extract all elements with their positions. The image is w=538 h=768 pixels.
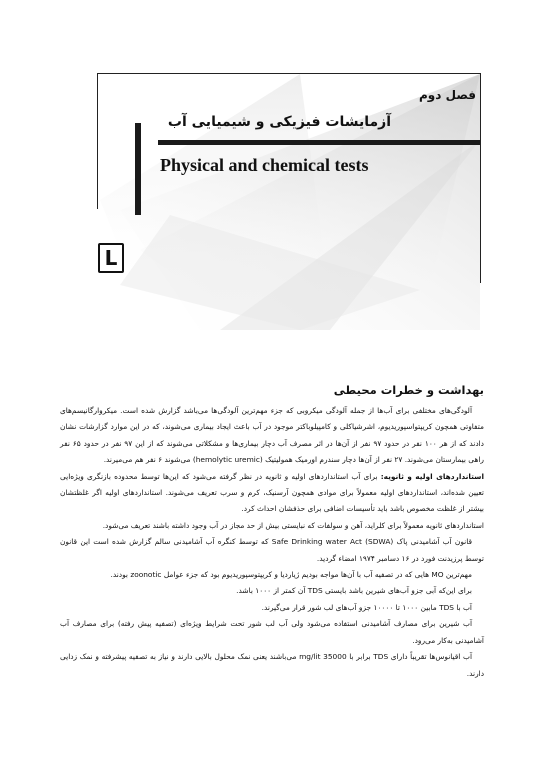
- paragraph-2-text: برای آب استانداردهای اولیه و ثانویه در نظر گرفته می‌شود که این‌ها توسط محدوده بازنگری ویژه‌ایی تعیین شده‌اند، استانداردهای اولیه معمولاً برای موادی همچون آرسنیک، کرم و سرب تعریف می‌شوند. استانداردهای اولیه اگر غلظتشان بیشتر از غلظت مخصوص باشد باید تأسیسات اضافی برای حذفشان احداث کرد.: [60, 471, 484, 514]
- paragraph-4: [60, 534, 484, 567]
- paragraph-2-lead: استانداردهای اولیه و ثانویه:: [380, 471, 484, 481]
- paragraph-8-text: آب شیرین برای مصارف آشامیدنی استفاده می‌شود ولی آب لب شور تحت شرایط ویژه‌ای (تصفیه پیش رفته) برای مصارف آب آشامیدنی به‌کار می‌رود.: [60, 619, 484, 645]
- paragraph-1-text: آلودگی‌های مختلفی برای آب‌ها از جمله آلودگی میکروبی که جزء مهم‌ترین آلودگی‌ها می‌باشد گزارش شده است. میکروارگانیسم‌های متفاوتی همچون کریپتواسپوریدیوم، اشرشیاکلی و کامپیلوباکتر موجود در آب باعث ایجاد بیماری می‌شوند، که در این موارد گزارشات نشان دادند که از هر ۱۰۰ نفر در حدود ۹۷ نفر از آن‌ها در اثر مصرف آب دچار بیماری‌ها و مشکلاتی می‌شوند که از این ۹۷ نفر در حدود ۶۵ نفر راهی بیمارستان می‌شوند. ۲۷ نفر از آن‌ها دچار سندرم اورمیک همولیتیک (hemolytic uremic) می‌شوند ۶ نفر هم می‌میرند.: [60, 406, 484, 465]
- decorative-bar-horizontal: [158, 140, 480, 145]
- paragraph-6: [60, 583, 484, 599]
- frame-line-right: [480, 73, 481, 283]
- paragraph-4-text: قانون آب آشامیدنی پاک (Safe Drinking water Act (SDWA که توسط کنگره آب آشامیدنی سالم گزارش شده است این قانون توسط پرزیدنت فورد در ۱۶ دسامبر ۱۹۷۴ امضاء گردید.: [60, 537, 484, 563]
- paragraph-7-text: آب با TDS مابین ۱۰۰۰ تا ۱۰۰۰۰ جزو آب‌های لب شور قرار می‌گیرند.: [261, 602, 472, 612]
- body-content: [60, 383, 484, 682]
- paragraph-8: [60, 616, 484, 649]
- paragraph-2: [60, 469, 484, 518]
- chapter-title-english: Physical and chemical tests: [160, 155, 369, 175]
- paragraph-6-text: برای این‌که آبی جزو آب‌های شیرین باشد بایستی TDS آن کمتر از ۱۰۰۰ باشد.: [236, 586, 472, 596]
- paragraph-5: [60, 567, 484, 583]
- section-heading: بهداشت و خطرات محیطی: [333, 383, 484, 397]
- frame-line-top: [97, 73, 481, 74]
- paragraph-3: [60, 518, 484, 534]
- paragraph-9: [60, 649, 484, 682]
- paragraph-3-text: استانداردهای ثانویه معمولاً برای کلراید، آهن و سولفات که نبایستی بیش از حد مجاز در آب وجود داشته باشند تعریف می‌شود.: [102, 520, 484, 530]
- frame-line-left: [97, 73, 98, 209]
- chapter-header-decoration: [0, 0, 538, 330]
- letter-badge: L: [98, 243, 124, 273]
- paragraph-1: [60, 403, 484, 469]
- decorative-bar-vertical: [135, 123, 141, 215]
- paragraph-9-text: آب اقیانوس‌ها تقریباً دارای TDS برابر با 35000 mg/lit می‌باشند یعنی نمک محلول بالایی دارند و نیاز به تصفیه پیشرفته و نمک زدایی دارند.: [60, 652, 484, 678]
- chapter-title-persian: آزمایشات فیزیکی و شیمیایی آب: [167, 114, 391, 130]
- paragraph-5-text: مهم‌ترین MO هایی که در تصفیه آب با آن‌ها مواجه بودیم ژیاردیا و کریپتوسپوریدیوم بود که جزء عوامل zoonotic بودند.: [110, 570, 472, 580]
- paragraph-7: [60, 600, 484, 616]
- chapter-label: فصل دوم: [419, 88, 476, 102]
